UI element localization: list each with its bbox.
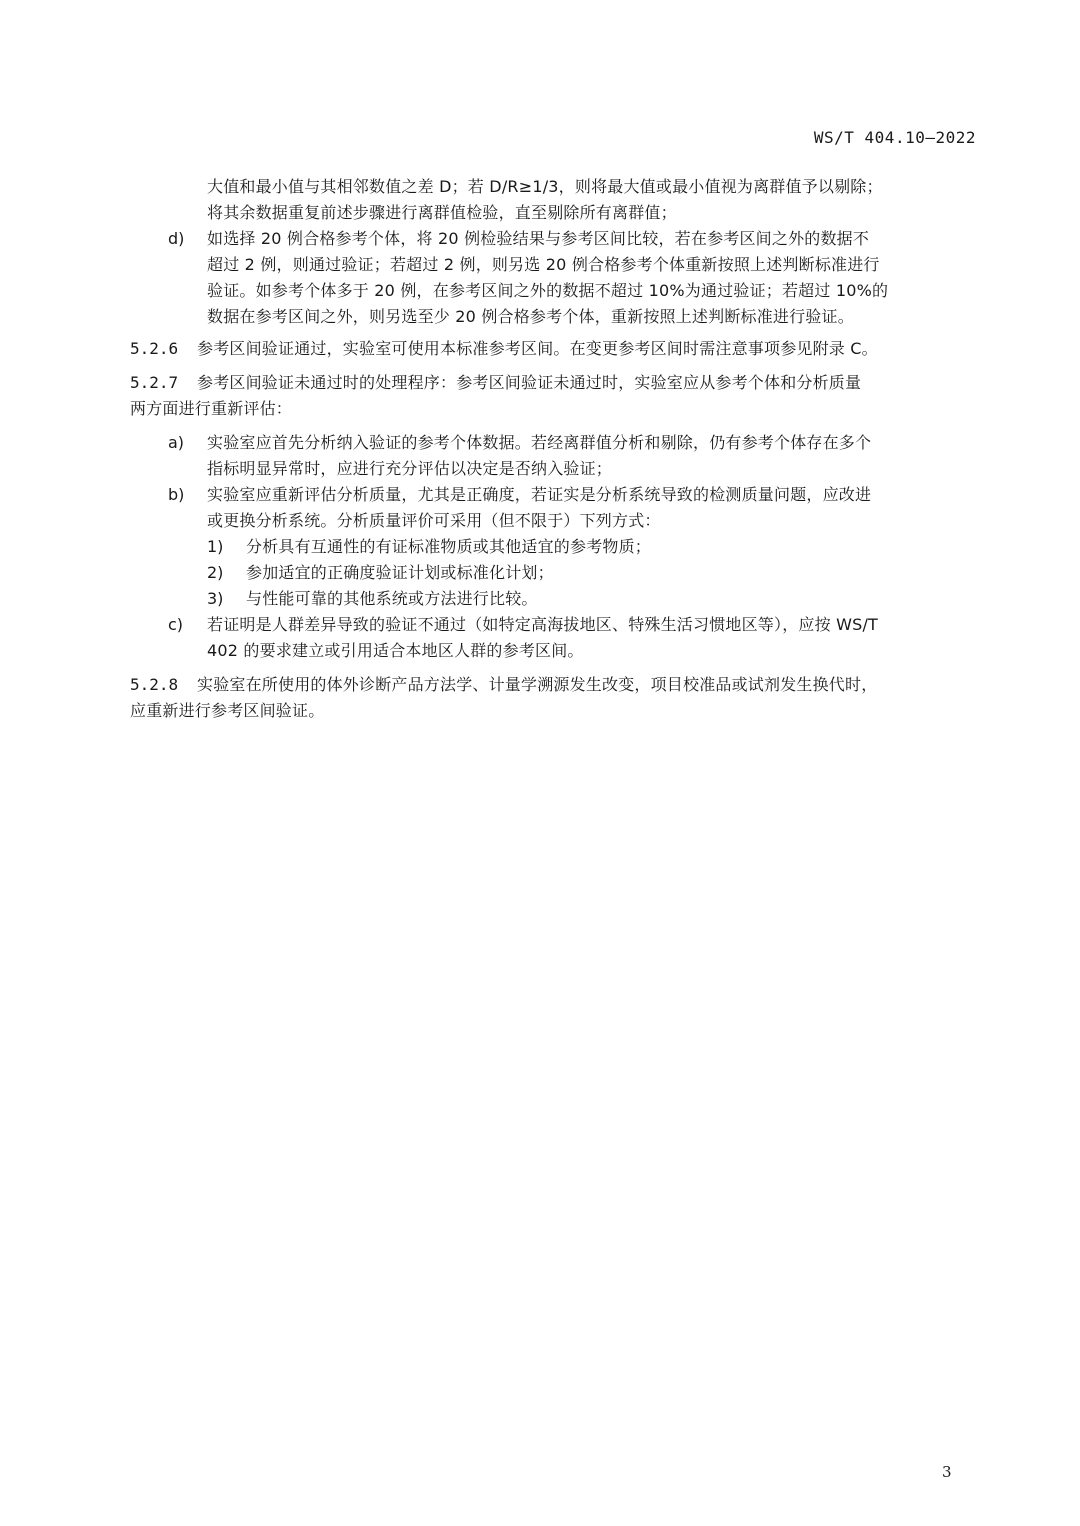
section-5-2-7-text: 两方面进行重新评估： xyxy=(130,399,293,418)
sublist-item-3-text: 与性能可靠的其他系统或方法进行比较。 xyxy=(246,589,538,608)
list-marker-d: d) xyxy=(168,229,185,248)
section-number-5-2-6: 5.2.6 xyxy=(130,339,179,358)
item-b-text: 或更换分析系统。分析质量评价可采用（但不限于）下列方式： xyxy=(207,511,661,530)
continued-text-line: 将其余数据重复前述步骤进行离群值检验，直至剔除所有离群值； xyxy=(207,203,677,222)
section-number-5-2-7: 5.2.7 xyxy=(130,373,179,392)
list-marker-c: c) xyxy=(168,615,184,634)
sublist-item-2-text: 参加适宜的正确度验证计划或标准化计划； xyxy=(246,563,554,582)
item-d-text: 超过 2 例，则通过验证；若超过 2 例，则另选 20 例合格参考个体重新按照上述判断标准进行 xyxy=(207,255,880,274)
item-d-text: 验证。如参考个体多于 20 例，在参考区间之外的数据不超过 10%为通过验证；若超过 10%的 xyxy=(207,281,889,300)
section-5-2-8-text: 应重新进行参考区间验证。 xyxy=(130,701,325,720)
item-b-text: 实验室应重新评估分析质量，尤其是正确度，若证实是分析系统导致的检测质量问题，应改进 xyxy=(207,485,872,504)
page-number: 3 xyxy=(942,1463,952,1481)
section-5-2-7-text: 参考区间验证未通过时的处理程序：参考区间验证未通过时，实验室应从参考个体和分析质量 xyxy=(197,373,862,392)
sublist-marker-2: 2) xyxy=(207,563,224,582)
section-5-2-8-text: 实验室在所使用的体外诊断产品方法学、计量学溯源发生改变，项目校准品或试剂发生换代时， xyxy=(197,675,878,694)
item-c-text: 402 的要求建立或引用适合本地区人群的参考区间。 xyxy=(207,641,584,660)
standard-code: WS/T 404.10—2022 xyxy=(813,128,976,147)
item-a-text: 实验室应首先分析纳入验证的参考个体数据。若经离群值分析和剔除，仍有参考个体存在多个 xyxy=(207,433,872,452)
item-d-text: 数据在参考区间之外，则另选至少 20 例合格参考个体，重新按照上述判断标准进行验证。 xyxy=(207,307,854,326)
sublist-marker-1: 1) xyxy=(207,537,224,556)
sublist-item-1-text: 分析具有互通性的有证标准物质或其他适宜的参考物质； xyxy=(246,537,652,556)
section-5-2-6-text: 参考区间验证通过，实验室可使用本标准参考区间。在变更参考区间时需注意事项参见附录 C。 xyxy=(197,339,878,358)
item-a-text: 指标明显异常时，应进行充分评估以决定是否纳入验证； xyxy=(207,459,613,478)
section-number-5-2-8: 5.2.8 xyxy=(130,675,179,694)
sublist-marker-3: 3) xyxy=(207,589,224,608)
continued-text-line: 大值和最小值与其相邻数值之差 D；若 D/R≥1/3，则将最大值或最小值视为离群值予以剔除； xyxy=(207,177,883,196)
item-c-text: 若证明是人群差异导致的验证不通过（如特定高海拔地区、特殊生活习惯地区等），应按 WS/T xyxy=(207,615,879,634)
item-d-text: 如选择 20 例合格参考个体，将 20 例检验结果与参考区间比较，若在参考区间之外的数据不 xyxy=(207,229,870,248)
list-marker-b: b) xyxy=(168,485,185,504)
list-marker-a: a) xyxy=(168,433,185,452)
